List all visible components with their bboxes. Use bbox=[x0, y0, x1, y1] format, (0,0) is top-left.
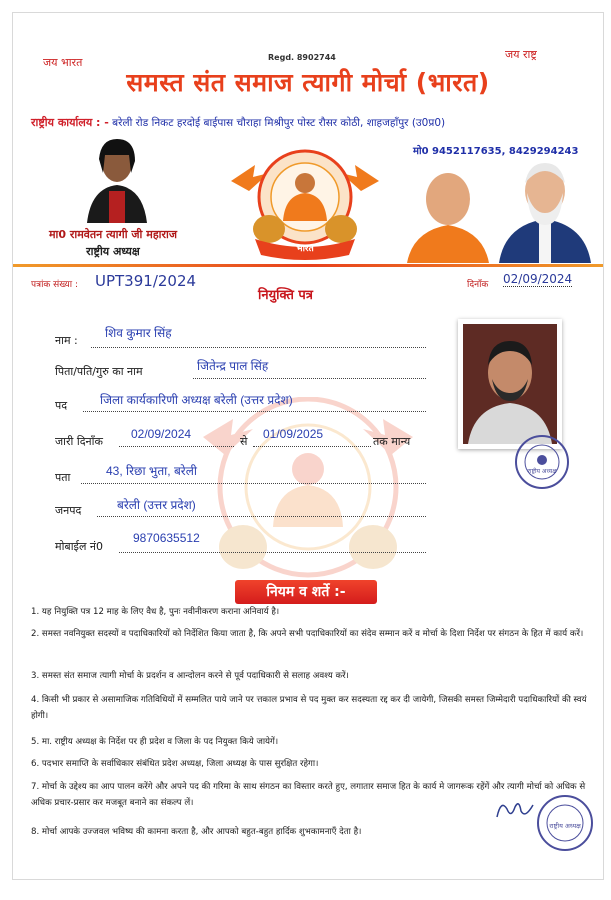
organization-emblem bbox=[225, 143, 385, 263]
member-photo bbox=[458, 319, 562, 449]
appointment-letter bbox=[12, 12, 604, 880]
president-name: मा0 रामवेतन त्यागी जी महाराज bbox=[48, 228, 178, 241]
leader-photo-1 bbox=[401, 161, 495, 263]
mobile-label: मोबाईल नं0 bbox=[55, 540, 104, 553]
valid-until-value: 01/09/2025 bbox=[263, 427, 324, 441]
header-left-slogan: जय भारत bbox=[43, 56, 83, 69]
mobile-value: 9870635512 bbox=[133, 531, 200, 545]
rule-item: 1. यह नियुक्ति पत्र 12 माह के लिए वैध है, पुनः नवीनीकरण कराना अनिवार्य है। bbox=[31, 607, 280, 617]
leader-photo-2 bbox=[495, 153, 595, 263]
father-name-dotted-line bbox=[193, 377, 426, 379]
rule-item: 6. पदभार समाप्ति के सर्वाधिकार संबंधित प्रदेश अध्यक्ष, जिला अध्यक्ष के पास सुरक्षित रहेगा। bbox=[31, 759, 319, 769]
seal-label-top: राष्ट्रीय अध्यक्ष bbox=[527, 468, 557, 475]
rule-item: 5. मा. राष्ट्रीय अध्यक्ष के निर्देश पर ही प्रदेश व जिला के पद नियुक्त किये जायेगें। bbox=[31, 737, 279, 747]
office-address: बरेली रोड निकट हरदोई बाईपास चौराहा मिश्रीपुर पोस्ट रौसर कोठी, शाहजहाँपुर (उ0प्र0) bbox=[112, 117, 446, 129]
header-right-slogan: जय राष्ट्र bbox=[505, 48, 537, 61]
post-dotted-line bbox=[83, 410, 426, 412]
organization-title: समस्त संत समाज त्यागी मोर्चा (भारत) bbox=[126, 68, 490, 97]
president-photo bbox=[71, 133, 163, 223]
mobile-dotted-line bbox=[119, 551, 426, 553]
rule-item: 8. मोर्चा आपके उज्जवल भविष्य की कामना करता है, और आपको बहुत-बहुत हार्दिक शुभकामनाएँ देता है। bbox=[31, 827, 362, 837]
registration-number: Regd. 8902744 bbox=[268, 53, 336, 62]
district-value: बरेली (उत्तर प्रदेश) bbox=[117, 498, 196, 512]
issue-date-value: 02/09/2024 bbox=[131, 427, 192, 441]
header-mobile-numbers: मो0 9452117635, 8429294243 bbox=[413, 146, 579, 157]
rule-item: 7. मोर्चा के उद्देश्य का आप पालन करेंगे और अपने पद की गरिमा के साथ संगठन का विस्तार करते हुए, लगातार समाज हित के कार्य मे जागरूक रहेंगें और त्यागी मोर्चा को अधिक से अधिक प्रचार-प्रसार कर मजबूत बनाने का संकल्प लें। bbox=[31, 782, 586, 808]
seal-label-bottom: राष्ट्रीय अध्यक्ष bbox=[549, 822, 581, 830]
post-label: पद bbox=[55, 399, 68, 412]
father-name-label: पिता/पति/गुरु का नाम bbox=[55, 365, 143, 378]
letter-number-label: पत्रांक संख्या : bbox=[31, 280, 78, 290]
president-title: राष्ट्रीय अध्यक्ष bbox=[86, 245, 140, 258]
office-address-line bbox=[31, 115, 603, 130]
district-dotted-line bbox=[97, 515, 426, 517]
rule-item: 2. समस्त नवनियुक्त सदस्यों व पदाधिकारियों को निर्देशित किया जाता है, कि अपने सभी पदाधिकारियों का संदेव सम्मान करें व मोर्चा के दिशा निर्देश पर संगठन के हित में कार्य करें। bbox=[31, 629, 584, 639]
office-label: राष्ट्रीय कार्यालय : - bbox=[31, 116, 109, 129]
valid-until-label: तक मान्य bbox=[373, 435, 411, 448]
address-label: पता bbox=[55, 471, 71, 484]
post-value: जिला कार्यकारिणी अध्यक्ष बरेली (उत्तर प्रदेश) bbox=[100, 393, 293, 407]
emblem-country-label: भारत bbox=[296, 244, 314, 254]
name-dotted-line bbox=[91, 346, 426, 348]
letter-number: UPT391/2024 bbox=[95, 272, 197, 290]
header-divider bbox=[13, 264, 603, 267]
name-label: नाम : bbox=[55, 334, 78, 347]
rule-item: 3. समस्त संत समाज त्यागी मोर्चा के प्रदर्शन व आन्दोलन करने से पूर्व पदाधिकारी से सलाह अवश्य करें। bbox=[31, 671, 349, 681]
issue-dotted-line-2 bbox=[253, 445, 371, 447]
issue-date-label: जारी दिनाँक bbox=[55, 435, 103, 448]
signature bbox=[493, 795, 537, 825]
father-name-value: जितेन्द्र पाल सिंह bbox=[197, 359, 269, 373]
letter-heading: नियुक्ति पत्र bbox=[258, 288, 313, 303]
district-label: जनपद bbox=[55, 504, 82, 517]
official-seal-top bbox=[513, 433, 571, 491]
from-label: से bbox=[240, 435, 248, 448]
name-value: शिव कुमार सिंह bbox=[105, 326, 172, 340]
terms-heading: नियम व शर्ते :- bbox=[235, 580, 377, 604]
address-value: 43, रिछा भुता, बरेली bbox=[106, 464, 197, 478]
address-dotted-line bbox=[81, 482, 426, 484]
issue-dotted-line-1 bbox=[119, 445, 234, 447]
letter-date-label: दिनाँक bbox=[467, 280, 489, 290]
official-seal-bottom bbox=[535, 793, 595, 853]
letter-date: 02/09/2024 bbox=[503, 272, 573, 286]
rule-item: 4. किसी भी प्रकार से असामाजिक गतिविधियों में सम्मलित पाये जाने पर त्तकाल प्रभाव से पद मुक्त कर सदस्यता रद्द कर दी जायेगी, जिसकी समस्त जिम्मेदारी पदाधिकारियों की स्वयं होगी। bbox=[31, 695, 587, 721]
